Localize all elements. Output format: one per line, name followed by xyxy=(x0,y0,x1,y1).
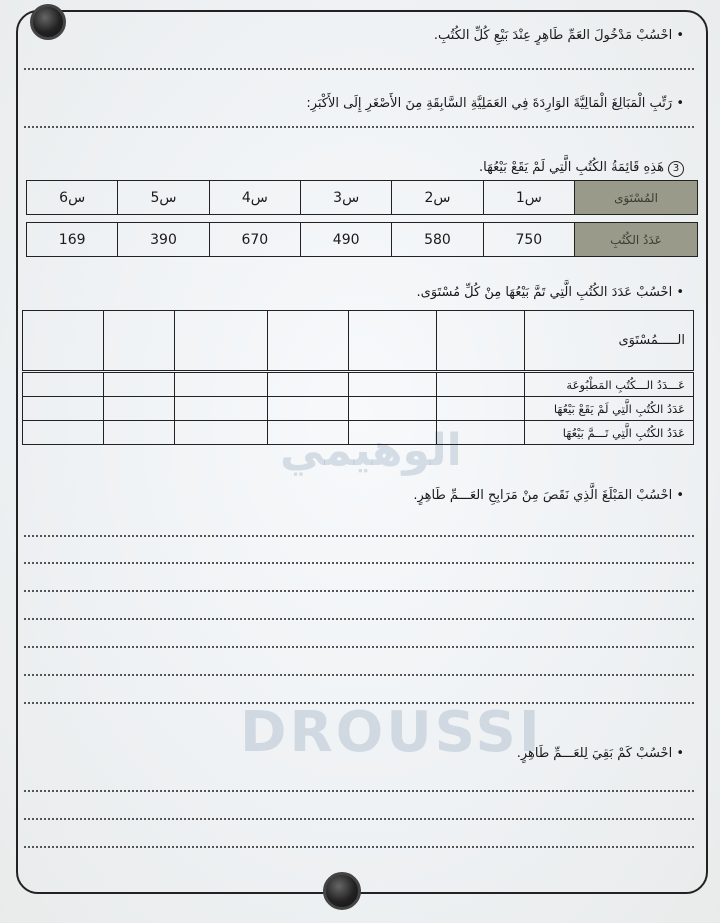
answer-line[interactable] xyxy=(24,68,694,70)
level-header-label: الـــــمُسْتَوَى xyxy=(525,311,694,371)
count-cell: 670 xyxy=(209,223,300,257)
answer-cell[interactable] xyxy=(349,397,437,421)
answer-line[interactable] xyxy=(24,126,694,128)
sold-books-table xyxy=(22,372,694,445)
answer-cell[interactable] xyxy=(437,397,525,421)
answer-cell[interactable] xyxy=(23,397,104,421)
table-row xyxy=(23,311,694,371)
question-3-number: 3 xyxy=(668,161,684,177)
count-cell: 580 xyxy=(392,223,483,257)
answer-cell[interactable] xyxy=(437,421,525,445)
answer-cell[interactable] xyxy=(268,397,349,421)
table-row xyxy=(23,373,694,397)
answer-cell[interactable] xyxy=(104,373,175,397)
answer-cell[interactable] xyxy=(175,397,268,421)
answer-line[interactable] xyxy=(24,846,694,848)
blank-cell[interactable] xyxy=(437,311,525,371)
binder-ring-top xyxy=(30,4,66,40)
binder-ring-bottom xyxy=(323,872,361,910)
watermark-latin: DROUSSI xyxy=(240,700,543,765)
level-cell: س1 xyxy=(483,181,574,215)
answer-line[interactable] xyxy=(24,702,694,704)
blank-cell[interactable] xyxy=(349,311,437,371)
answer-cell[interactable] xyxy=(349,421,437,445)
row-label-printed: عَـــدَدُ الـــكُتُبِ المَطْبُوعَة xyxy=(525,373,694,397)
question-3 xyxy=(479,160,684,177)
level-cell: س3 xyxy=(300,181,391,215)
answer-cell[interactable] xyxy=(268,421,349,445)
blank-cell[interactable] xyxy=(175,311,268,371)
level-cell: س5 xyxy=(118,181,209,215)
row-label-level: المُسْتَوَى xyxy=(575,181,698,215)
answer-cell[interactable] xyxy=(437,373,525,397)
answer-cell[interactable] xyxy=(23,373,104,397)
level-cell: س4 xyxy=(209,181,300,215)
answer-cell[interactable] xyxy=(175,373,268,397)
row-label-sold: عَدَدُ الكُتُبِ الَّتِي تَـــمَّ بَيْعُهَا xyxy=(525,421,694,445)
answer-line[interactable] xyxy=(24,674,694,676)
answer-line[interactable] xyxy=(24,818,694,820)
answer-cell[interactable] xyxy=(175,421,268,445)
table-row xyxy=(27,223,698,257)
answer-cell[interactable] xyxy=(104,421,175,445)
blank-cell[interactable] xyxy=(268,311,349,371)
answer-cell[interactable] xyxy=(268,373,349,397)
question-6: • احْسُبْ كَمْ بَقِيَ لِلعَـــمِّ طَاهِرٍ. xyxy=(516,746,684,761)
question-1: • احْسُبْ مَدْخُولَ العَمِّ طَاهِرٍ عِنْدَ بَيْعِ كُلِّ الكُتُبِ. xyxy=(433,28,684,43)
table-row xyxy=(27,181,698,215)
row-label-unsold: عَدَدُ الكُتُبِ الَّتِي لَمْ يَقَعْ بَيْعُهَا xyxy=(525,397,694,421)
count-cell: 490 xyxy=(300,223,391,257)
question-5: • احْسُبْ المَبْلَغَ الَّذِي نَقَصَ مِنْ مَرَابِحِ العَـــمِّ طَاهِرٍ. xyxy=(413,488,684,503)
answer-line[interactable] xyxy=(24,535,694,537)
row-label-count: عَدَدُ الكُتُبِ xyxy=(575,223,698,257)
table-row xyxy=(23,421,694,445)
unsold-books-table xyxy=(26,180,698,257)
question-2: • رَتِّبِ الْمَبَالِغَ الْمَالِيَّةَ الوَارِدَةَ فِي العَمَلِيَّةِ السَّابِقَةِ مِنَ الأَصْغَرِ إِلَى الأَكْبَرِ: xyxy=(306,96,684,111)
level-cell: س6 xyxy=(27,181,118,215)
answer-line[interactable] xyxy=(24,790,694,792)
sold-books-table-header xyxy=(22,310,694,371)
count-cell: 750 xyxy=(483,223,574,257)
answer-line[interactable] xyxy=(24,618,694,620)
answer-cell[interactable] xyxy=(23,421,104,445)
table-row xyxy=(23,397,694,421)
answer-cell[interactable] xyxy=(104,397,175,421)
answer-line[interactable] xyxy=(24,562,694,564)
question-3-text: هَذِهِ قَائِمَةُ الكُتُبِ الَّتِي لَمْ يَقَعْ بَيْعُهَا. xyxy=(479,160,664,175)
blank-cell[interactable] xyxy=(104,311,175,371)
answer-line[interactable] xyxy=(24,590,694,592)
count-cell: 169 xyxy=(27,223,118,257)
answer-cell[interactable] xyxy=(349,373,437,397)
answer-line[interactable] xyxy=(24,646,694,648)
count-cell: 390 xyxy=(118,223,209,257)
watermark-arabic: الوهيمي xyxy=(280,425,462,476)
blank-cell[interactable] xyxy=(23,311,104,371)
question-4: • احْسُبْ عَدَدَ الكُتُبِ الَّتِي تَمَّ بَيْعُهَا مِنْ كُلِّ مُسْتَوَى. xyxy=(416,285,684,300)
level-cell: س2 xyxy=(392,181,483,215)
